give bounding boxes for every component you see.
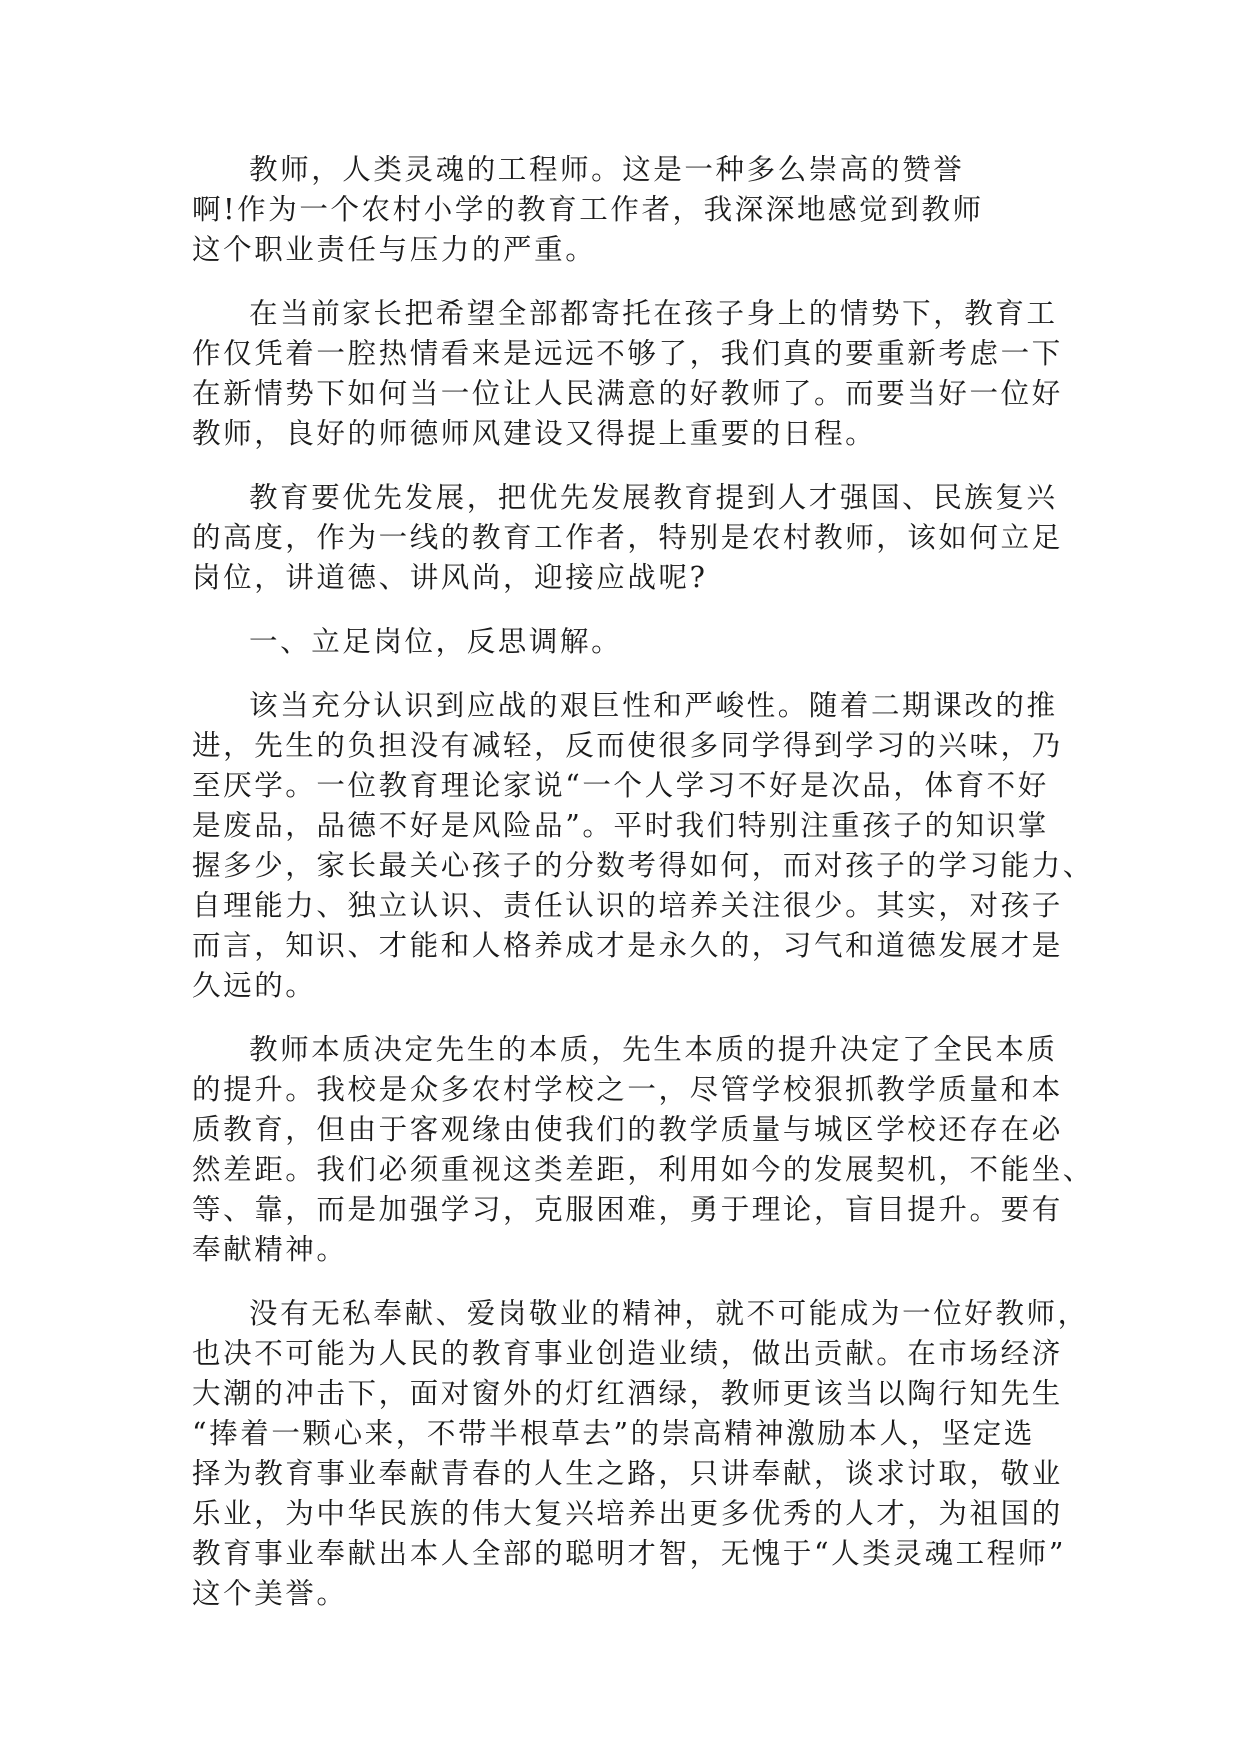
paragraph-line: 教育事业奉献出本人全部的聪明才智，无愧于“人类灵魂工程师” [192,1537,1067,1570]
paragraph-line: 而言，知识、才能和人格养成才是永久的，习气和道德发展才是 [192,929,1063,962]
paragraph-line: 择为教育事业奉献青春的人生之路，只讲奉献，谈求讨取，敬业 [192,1457,1063,1490]
paragraph-line: 进，先生的负担没有减轻，反而使很多同学得到学习的兴味，乃 [192,729,1063,762]
paragraph-line: 在新情势下如何当一位让人民满意的好教师了。而要当好一位好 [192,377,1063,410]
paragraph-line: 教师本质决定先生的本质，先生本质的提升决定了全民本质 [249,1033,1058,1066]
paragraph-line: 啊!作为一个农村小学的教育工作者，我深深地感觉到教师 [192,193,984,226]
paragraph-line: 的提升。我校是众多农村学校之一，尽管学校狠抓教学质量和本 [192,1073,1063,1106]
paragraph-line: 没有无私奉献、爱岗敬业的精神，就不可能成为一位好教师， [249,1297,1089,1330]
paragraph-line: 这个职业责任与压力的严重。 [192,233,597,266]
paragraph-line: 握多少，家长最关心孩子的分数考得如何，而对孩子的学习能力、 [192,849,1094,882]
paragraph-line: 作仅凭着一腔热情看来是远远不够了，我们真的要重新考虑一下 [192,337,1063,370]
paragraph-line: 该当充分认识到应战的艰巨性和严峻性。随着二期课改的推 [249,689,1058,722]
paragraph-line: 等、靠，而是加强学习，克服困难，勇于理论，盲目提升。要有 [192,1193,1063,1226]
paragraph-line: 教师，良好的师德师风建设又得提上重要的日程。 [192,417,877,450]
paragraph-line: 然差距。我们必须重视这类差距，利用如今的发展契机，不能坐、 [192,1153,1094,1186]
paragraph-line: 是废品，品德不好是风险品”。平时我们特别注重孩子的知识掌 [192,809,1049,842]
paragraph-line: 教师，人类灵魂的工程师。这是一种多么崇高的赞誉 [249,153,965,186]
heading-line: 一、立足岗位，反思调解。 [249,625,623,658]
section-heading [192,622,1062,662]
paragraph-3 [192,478,1062,598]
paragraph-line: 岗位，讲道德、讲风尚，迎接应战呢? [192,561,708,594]
paragraph-line: 大潮的冲击下，面对窗外的灯红酒绿，教师更该当以陶行知先生 [192,1377,1063,1410]
paragraph-line: “捧着一颗心来，不带半根草去”的崇高精神激励本人，坚定选 [192,1417,1035,1450]
paragraph-line: 自理能力、独立认识、责任认识的培养关注很少。其实，对孩子 [192,889,1063,922]
document-body [192,150,1094,1638]
paragraph-line: 质教育，但由于客观缘由使我们的教学质量与城区学校还存在必 [192,1113,1063,1146]
paragraph-5 [192,686,1094,1006]
paragraph-line: 教育要优先发展，把优先发展教育提到人才强国、民族复兴 [249,481,1058,514]
paragraph-line: 乐业，为中华民族的伟大复兴培养出更多优秀的人才，为祖国的 [192,1497,1063,1530]
paragraph-line: 在当前家长把希望全部都寄托在孩子身上的情势下，教育工 [249,297,1058,330]
paragraph-line: 也决不可能为人民的教育事业创造业绩，做出贡献。在市场经济 [192,1337,1063,1370]
paragraph-line: 久远的。 [192,969,317,1002]
paragraph-6 [192,1030,1094,1270]
paragraph-line: 至厌学。一位教育理论家说“一个人学习不好是次品，体育不好 [192,769,1049,802]
paragraph-line: 奉献精神。 [192,1233,348,1266]
paragraph-line: 的高度，作为一线的教育工作者，特别是农村教师，该如何立足 [192,521,1063,554]
paragraph-2 [192,294,1062,454]
paragraph-7 [192,1294,1089,1614]
paragraph-1 [192,150,1062,270]
paragraph-line: 这个美誉。 [192,1577,348,1610]
